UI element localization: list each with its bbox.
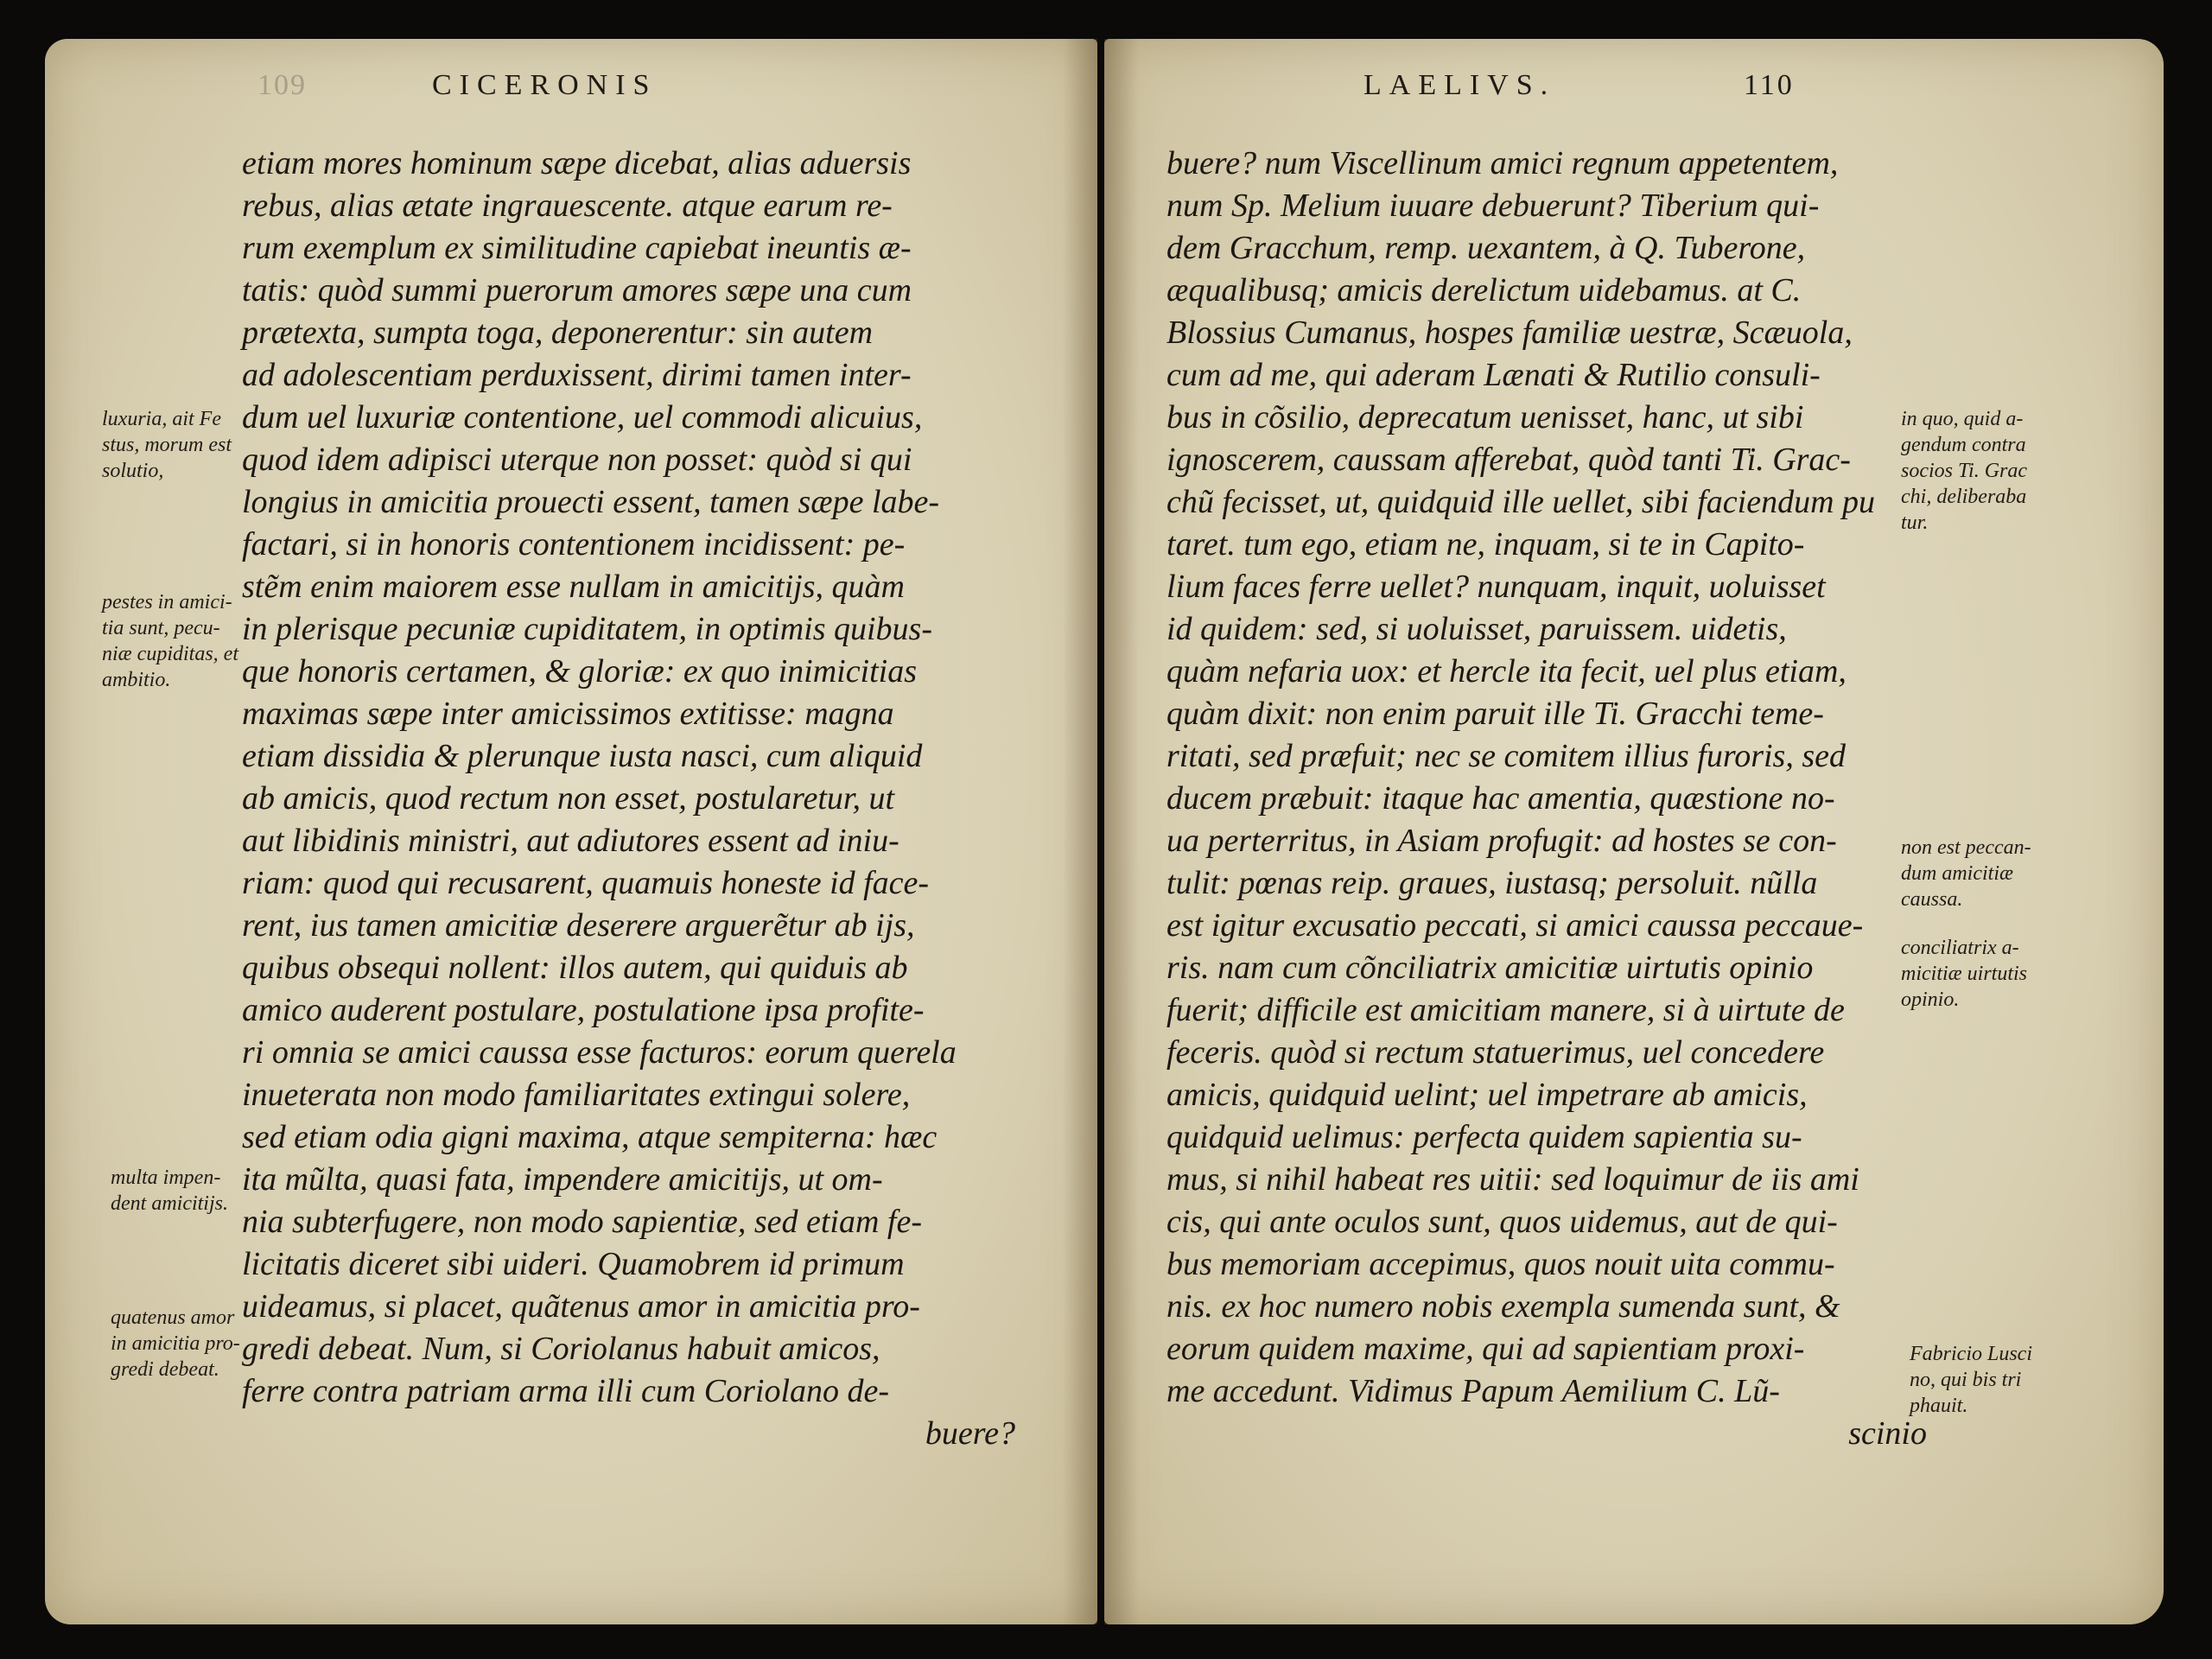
text-line: quàm dixit: non enim paruit ille Ti. Gracchi teme-	[1166, 696, 1824, 732]
margin-note-line: quatenus amor	[111, 1306, 235, 1329]
text-line: ignoscerem, caussam afferebat, quòd tanti Ti. Grac-	[1166, 442, 1851, 478]
text-line: ab amicis, quod rectum non esset, postularetur, ut	[242, 780, 895, 817]
margin-note-line: multa impen-	[111, 1166, 221, 1189]
text-line: etiam dissidia & plerunque iusta nasci, cum aliquid	[242, 738, 923, 774]
text-line: feceris. quòd si rectum statuerimus, uel concedere	[1166, 1034, 1825, 1071]
margin-note	[102, 406, 232, 484]
margin-note-line: dent amicitijs.	[111, 1192, 228, 1215]
text-line: nia subterfugere, non modo sapientiæ, sed etiam fe-	[242, 1204, 922, 1240]
text-line: ducem præbuit: itaque hac amentia, quæstione no-	[1166, 780, 1835, 817]
margin-note-line: non est peccan-	[1901, 836, 2031, 859]
text-line: Blossius Cumanus, hospes familiæ uestræ, Scæuola,	[1166, 315, 1853, 351]
gutter-shadow	[1063, 39, 1097, 1624]
text-line: bus in cõsilio, deprecatum uenisset, hanc, ut sibi	[1166, 399, 1804, 435]
text-line: que honoris certamen, & gloriæ: ex quo inimicitias	[242, 653, 918, 690]
text-line: stẽm enim maiorem esse nullam in amicitijs, quàm	[242, 569, 905, 605]
text-line: amicis, quidquid uelint; uel impetrare ab amicis,	[1166, 1077, 1808, 1113]
text-line: tulit: pœnas reip. graues, iustasq; persoluit. nũlla	[1166, 865, 1818, 901]
text-line: est igitur excusatio peccati, si amici caussa peccaue-	[1166, 907, 1864, 944]
text-line: ua perterritus, in Asiam profugit: ad hostes se con-	[1166, 823, 1837, 859]
text-line: fuerit; difficile est amicitiam manere, si à uirtute de	[1166, 992, 1845, 1028]
text-line: rebus, alias ætate ingrauescente. atque earum re-	[242, 188, 893, 224]
text-line: cum ad me, qui aderam Lænati & Rutilio consuli-	[1166, 357, 1821, 393]
text-line: quàm nefaria uox: et hercle ita fecit, uel plus etiam,	[1166, 653, 1847, 690]
text-line: uideamus, si placet, quãtenus amor in amicitia pro-	[242, 1288, 920, 1325]
text-line: rent, ius tamen amicitiæ deserere arguerẽtur ab ijs,	[242, 907, 915, 944]
text-line: ris. nam cum cõnciliatrix amicitiæ uirtutis opinio	[1166, 950, 1814, 986]
margin-note-line: in amicitia pro-	[111, 1332, 240, 1355]
text-line: lium faces ferre uellet? nunquam, inquit, uoluisset	[1166, 569, 1826, 605]
text-line: maximas sæpe inter amicissimos extitisse: magna	[242, 696, 894, 732]
text-line: amico auderent postulare, postulatione ipsa profite-	[242, 992, 925, 1028]
text-line: inueterata non modo familiaritates extingui solere,	[242, 1077, 911, 1113]
margin-note	[111, 1165, 228, 1217]
text-line: tatis: quòd summi puerorum amores sæpe una cum	[242, 272, 912, 308]
text-line: riam: quod qui recusarent, quamuis honeste id face-	[242, 865, 930, 901]
text-line: scinio	[1848, 1415, 1927, 1452]
text-line: buere?	[925, 1415, 1015, 1452]
margin-note-line: tia sunt, pecu-	[102, 617, 220, 639]
margin-note	[102, 589, 238, 693]
margin-note-line: solutio,	[102, 460, 164, 482]
margin-note-line: pestes in amici-	[102, 591, 232, 613]
text-line: eorum quidem maxime, qui ad sapientiam proxi-	[1166, 1331, 1805, 1367]
text-line: ad adolescentiam perduxissent, dirimi tamen inter-	[242, 357, 912, 393]
left-page-number: 109	[257, 69, 307, 101]
margin-note	[1910, 1341, 2032, 1419]
text-line: ita mũlta, quasi fata, impendere amicitijs, ut om-	[242, 1161, 883, 1198]
text-line: aut libidinis ministri, aut adiutores essent ad iniu-	[242, 823, 899, 859]
margin-note-line: chi, deliberaba	[1901, 486, 2027, 508]
text-line: num Sp. Melium iuuare debuerunt? Tiberium qui-	[1166, 188, 1820, 224]
text-line: mus, si nihil habeat res uitii: sed loquimur de iis ami	[1166, 1161, 1859, 1198]
text-line: quibus obsequi nollent: illos autem, qui quiduis ab	[242, 950, 908, 986]
text-line: gredi debeat. Num, si Coriolanus habuit amicos,	[242, 1331, 880, 1367]
margin-note-line: gredi debeat.	[111, 1358, 219, 1381]
margin-note	[1901, 935, 2027, 1013]
margin-note-line: phauit.	[1910, 1395, 1968, 1417]
text-line: taret. tum ego, etiam ne, inquam, si te in Capito-	[1166, 526, 1805, 563]
text-line: sed etiam odia gigni maxima, atque sempiterna: hæc	[242, 1119, 938, 1155]
text-line: longius in amicitia prouecti essent, tamen sæpe labe-	[242, 484, 940, 520]
text-line: buere? num Viscellinum amici regnum appetentem,	[1166, 145, 1839, 181]
margin-note-line: caussa.	[1901, 888, 1963, 911]
margin-note-line: tur.	[1901, 512, 1929, 534]
text-line: rum exemplum ex similitudine capiebat ineuntis æ-	[242, 230, 912, 266]
left-running-head: CICERONIS	[432, 69, 658, 101]
text-line: etiam mores hominum sæpe dicebat, alias aduersis	[242, 145, 912, 181]
text-line: factari, si in honoris contentionem incidissent: pe-	[242, 526, 906, 563]
right-page-number: 110	[1744, 69, 1795, 101]
left-body-text	[242, 143, 1015, 1455]
text-line: bus memoriam accepimus, quos nouit uita commu-	[1166, 1246, 1835, 1282]
text-line: dum uel luxuriæ contentione, uel commodi alicuius,	[242, 399, 923, 435]
margin-note	[111, 1305, 240, 1382]
margin-note	[1901, 406, 2027, 536]
margin-note-line: stus, morum est	[102, 434, 232, 456]
margin-note-line: micitiæ uirtutis	[1901, 963, 2028, 985]
text-line: quod idem adipisci uterque non posset: quòd si qui	[242, 442, 912, 478]
margin-note-line: socios Ti. Grac	[1901, 460, 2028, 482]
text-line: æqualibusq; amicis derelictum uidebamus. at C.	[1166, 272, 1802, 308]
margin-note	[1901, 835, 2031, 912]
text-line: chũ fecisset, ut, quidquid ille uellet, sibi faciendum pu	[1166, 484, 1876, 520]
margin-note-line: luxuria, ait Fe	[102, 408, 221, 430]
margin-note-line: conciliatrix a-	[1901, 937, 2019, 959]
text-line: ritati, sed præfuit; nec se comitem illius furoris, sed	[1166, 738, 1846, 774]
margin-note-line: ambitio.	[102, 669, 171, 691]
text-line: cis, qui ante oculos sunt, quos uidemus, aut de qui-	[1166, 1204, 1838, 1240]
text-line: in plerisque pecuniæ cupiditatem, in optimis quibus-	[242, 611, 932, 647]
text-line: ferre contra patriam arma illi cum Coriolano de-	[242, 1373, 890, 1409]
margin-note-line: no, qui bis tri	[1910, 1369, 2022, 1391]
text-line: prætexta, sumpta toga, deponerentur: sin autem	[242, 315, 874, 351]
text-line: quidquid uelimus: perfecta quidem sapientia su-	[1166, 1119, 1802, 1155]
margin-note-line: gendum contra	[1901, 434, 2026, 456]
margin-note-line: in quo, quid a-	[1901, 408, 2024, 430]
text-line: dem Gracchum, remp. uexantem, à Q. Tuberone,	[1166, 230, 1806, 266]
gutter-shadow	[1104, 39, 1139, 1624]
text-line: licitatis diceret sibi uideri. Quamobrem id primum	[242, 1246, 905, 1282]
text-line: me accedunt. Vidimus Papum Aemilium C. Lũ-	[1166, 1373, 1780, 1409]
margin-note-line: niæ cupiditas, et	[102, 643, 238, 665]
margin-note-line: dum amicitiæ	[1901, 862, 2013, 885]
right-running-head: LAELIVS.	[1363, 69, 1556, 101]
right-body-text	[1166, 143, 1927, 1455]
text-line: ri omnia se amici caussa esse facturos: eorum querela	[242, 1034, 957, 1071]
margin-note-line: opinio.	[1901, 988, 1960, 1011]
margin-note-line: Fabricio Lusci	[1910, 1343, 2032, 1365]
text-line: id quidem: sed, si uoluisset, paruissem. uidetis,	[1166, 611, 1787, 647]
text-line: nis. ex hoc numero nobis exempla sumenda sunt, &	[1166, 1288, 1840, 1325]
